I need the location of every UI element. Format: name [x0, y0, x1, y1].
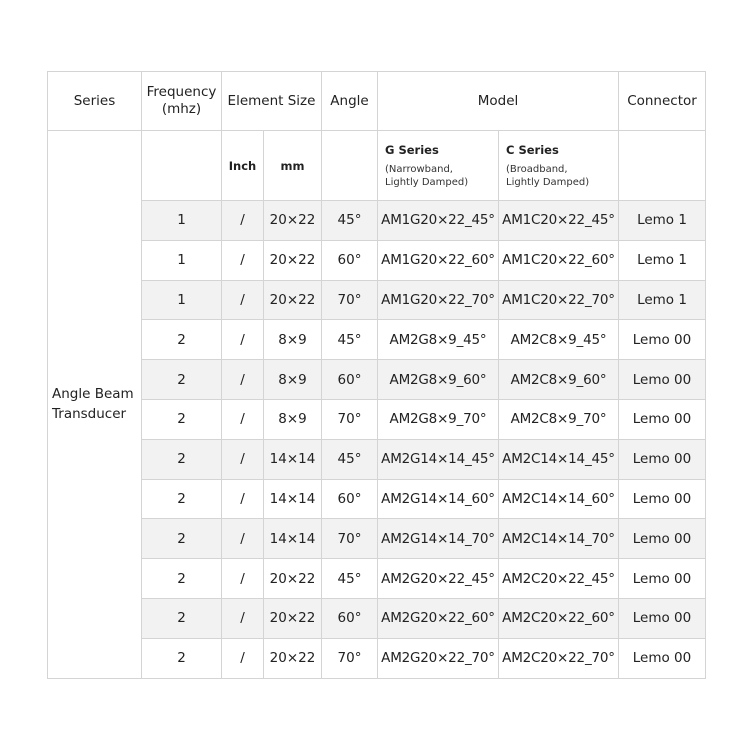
subheader-inch: Inch: [222, 131, 264, 201]
table-row: [48, 320, 706, 360]
subheader-mm: mm: [264, 131, 322, 201]
transducer-spec-table: [47, 71, 706, 679]
cell-g-model: AM1G20×22_70°: [378, 280, 499, 320]
subheader-frequency-blank: [142, 131, 222, 201]
cell-mm: 8×9: [264, 360, 322, 400]
subheader-row: [48, 131, 706, 201]
cell-connector: Lemo 1: [619, 240, 706, 280]
cell-inch: /: [222, 559, 264, 599]
cell-g-model: AM2G20×22_60°: [378, 598, 499, 638]
cell-g-model: AM2G14×14_60°: [378, 479, 499, 519]
cell-angle: 70°: [322, 638, 378, 678]
header-connector: Connector: [619, 72, 706, 131]
table-row: [48, 201, 706, 241]
cell-connector: Lemo 00: [619, 519, 706, 559]
cell-connector: Lemo 00: [619, 399, 706, 439]
cell-inch: /: [222, 519, 264, 559]
cell-g-model: AM2G8×9_60°: [378, 360, 499, 400]
cell-angle: 60°: [322, 598, 378, 638]
cell-mm: 14×14: [264, 479, 322, 519]
header-series: Series: [48, 72, 142, 131]
cell-connector: Lemo 00: [619, 360, 706, 400]
cell-connector: Lemo 00: [619, 638, 706, 678]
cell-frequency: 2: [142, 360, 222, 400]
cell-frequency: 2: [142, 519, 222, 559]
cell-inch: /: [222, 638, 264, 678]
cell-mm: 20×22: [264, 201, 322, 241]
cell-connector: Lemo 00: [619, 598, 706, 638]
cell-angle: 45°: [322, 201, 378, 241]
c-series-name: C Series: [506, 142, 559, 157]
cell-c-model: AM2C14×14_60°: [499, 479, 619, 519]
header-element-size: Element Size: [222, 72, 322, 131]
cell-inch: /: [222, 439, 264, 479]
cell-inch: /: [222, 598, 264, 638]
table-row: [48, 598, 706, 638]
subheader-g-series: [378, 131, 499, 201]
cell-connector: Lemo 00: [619, 439, 706, 479]
cell-g-model: AM1G20×22_60°: [378, 240, 499, 280]
table-row: [48, 638, 706, 678]
cell-mm: 20×22: [264, 638, 322, 678]
cell-mm: 8×9: [264, 320, 322, 360]
cell-c-model: AM1C20×22_60°: [499, 240, 619, 280]
table-row: [48, 439, 706, 479]
header-row: [48, 72, 706, 131]
table-row: [48, 280, 706, 320]
header-angle: Angle: [322, 72, 378, 131]
table-row: [48, 479, 706, 519]
cell-frequency: 2: [142, 479, 222, 519]
cell-c-model: AM2C14×14_70°: [499, 519, 619, 559]
cell-c-model: AM1C20×22_70°: [499, 280, 619, 320]
cell-connector: Lemo 1: [619, 201, 706, 241]
cell-g-model: AM1G20×22_45°: [378, 201, 499, 241]
table-row: [48, 360, 706, 400]
cell-frequency: 2: [142, 399, 222, 439]
cell-mm: 8×9: [264, 399, 322, 439]
cell-inch: /: [222, 240, 264, 280]
header-model: Model: [378, 72, 619, 131]
subheader-c-series: [499, 131, 619, 201]
cell-angle: 70°: [322, 519, 378, 559]
cell-mm: 20×22: [264, 559, 322, 599]
cell-mm: 20×22: [264, 598, 322, 638]
cell-g-model: AM2G8×9_70°: [378, 399, 499, 439]
table-row: [48, 399, 706, 439]
cell-g-model: AM2G20×22_45°: [378, 559, 499, 599]
table-row: [48, 519, 706, 559]
cell-connector: Lemo 00: [619, 559, 706, 599]
cell-c-model: AM2C8×9_60°: [499, 360, 619, 400]
cell-g-model: AM2G8×9_45°: [378, 320, 499, 360]
table-row: [48, 559, 706, 599]
cell-frequency: 2: [142, 439, 222, 479]
cell-angle: 60°: [322, 240, 378, 280]
header-frequency: Frequency (mhz): [142, 72, 222, 131]
cell-inch: /: [222, 360, 264, 400]
cell-connector: Lemo 00: [619, 479, 706, 519]
cell-frequency: 1: [142, 280, 222, 320]
cell-angle: 70°: [322, 280, 378, 320]
cell-c-model: AM2C20×22_70°: [499, 638, 619, 678]
g-series-name: G Series: [385, 142, 439, 157]
cell-mm: 20×22: [264, 280, 322, 320]
cell-c-model: AM2C20×22_45°: [499, 559, 619, 599]
cell-angle: 70°: [322, 399, 378, 439]
cell-c-model: AM2C8×9_45°: [499, 320, 619, 360]
cell-angle: 60°: [322, 479, 378, 519]
cell-c-model: AM2C14×14_45°: [499, 439, 619, 479]
cell-angle: 45°: [322, 559, 378, 599]
cell-g-model: AM2G20×22_70°: [378, 638, 499, 678]
series-label: Angle Beam Transducer: [48, 131, 142, 679]
cell-inch: /: [222, 479, 264, 519]
cell-inch: /: [222, 399, 264, 439]
cell-c-model: AM2C8×9_70°: [499, 399, 619, 439]
cell-mm: 14×14: [264, 439, 322, 479]
table-row: [48, 240, 706, 280]
cell-inch: /: [222, 201, 264, 241]
subheader-connector-blank: [619, 131, 706, 201]
g-series-description: (Narrowband, Lightly Damped): [385, 163, 469, 188]
cell-frequency: 2: [142, 320, 222, 360]
cell-inch: /: [222, 320, 264, 360]
cell-angle: 60°: [322, 360, 378, 400]
cell-angle: 45°: [322, 439, 378, 479]
cell-c-model: AM2C20×22_60°: [499, 598, 619, 638]
cell-frequency: 1: [142, 201, 222, 241]
cell-angle: 45°: [322, 320, 378, 360]
cell-connector: Lemo 1: [619, 280, 706, 320]
c-series-description: (Broadband, Lightly Damped): [506, 163, 590, 188]
cell-frequency: 2: [142, 559, 222, 599]
subheader-angle-blank: [322, 131, 378, 201]
cell-c-model: AM1C20×22_45°: [499, 201, 619, 241]
cell-frequency: 2: [142, 638, 222, 678]
cell-mm: 14×14: [264, 519, 322, 559]
cell-g-model: AM2G14×14_70°: [378, 519, 499, 559]
cell-frequency: 1: [142, 240, 222, 280]
cell-connector: Lemo 00: [619, 320, 706, 360]
cell-g-model: AM2G14×14_45°: [378, 439, 499, 479]
cell-mm: 20×22: [264, 240, 322, 280]
cell-inch: /: [222, 280, 264, 320]
cell-frequency: 2: [142, 598, 222, 638]
